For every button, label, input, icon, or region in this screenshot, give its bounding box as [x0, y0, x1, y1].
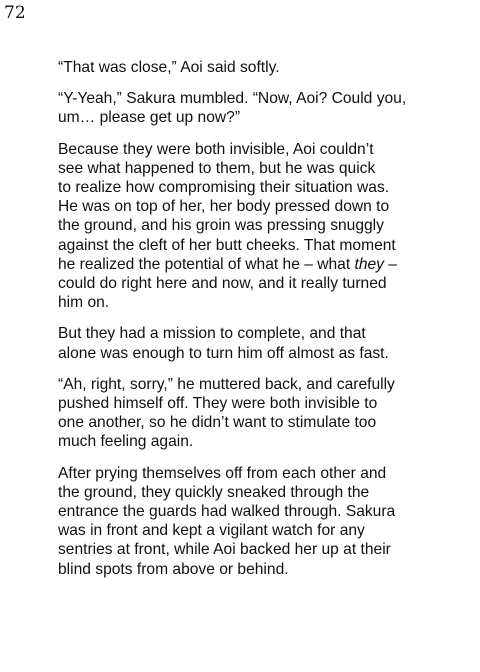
- text-line: the ground, they quickly sneaked through the: [58, 483, 370, 501]
- paragraph-2: [58, 89, 430, 127]
- paragraph-6: [58, 464, 430, 579]
- page-body: [58, 58, 430, 591]
- text-segment: he realized the potential of what he – what: [58, 255, 355, 273]
- page-number: 72: [4, 3, 26, 23]
- text-line: alone was enough to turn him off almost as fast.: [58, 344, 389, 362]
- text-line: one another, so he didn’t want to stimulate too: [58, 414, 377, 432]
- text-line: the ground, and his groin was pressing snuggly: [58, 217, 384, 235]
- emphasized-text: they: [354, 255, 384, 273]
- text-line: He was on top of her, her body pressed down to: [58, 198, 390, 216]
- text-line: sentries at front, while Aoi backed her up at their: [58, 541, 391, 559]
- text-line: could do right here and now, and it really turned: [58, 275, 387, 293]
- paragraph-1: [58, 58, 430, 77]
- paragraph-3: [58, 140, 430, 313]
- text-line: Because they were both invisible, Aoi couldn’t: [58, 140, 374, 158]
- text-segment: –: [383, 255, 397, 273]
- paragraph-5: [58, 375, 430, 452]
- text-line: [58, 255, 430, 274]
- text-line: But they had a mission to complete, and that: [58, 325, 366, 343]
- text-line: pushed himself off. They were both invisible to: [58, 395, 378, 413]
- text-line: see what happened to them, but he was quick: [58, 159, 376, 177]
- text-line: was in front and kept a vigilant watch for any: [58, 522, 365, 540]
- text-line: blind spots from above or behind.: [58, 560, 289, 578]
- text-line: him on.: [58, 294, 110, 312]
- text-line: against the cleft of her butt cheeks. That moment: [58, 236, 396, 254]
- text-line: to realize how compromising their situation was.: [58, 179, 390, 197]
- text-line: “Y-Yeah,” Sakura mumbled. “Now, Aoi? Could you,: [58, 90, 407, 108]
- text-line: “That was close,” Aoi said softly.: [58, 59, 280, 76]
- text-line: entrance the guards had walked through. Sakura: [58, 503, 396, 521]
- paragraph-4: [58, 324, 430, 362]
- text-line: much feeling again.: [58, 433, 194, 451]
- text-line: um… please get up now?”: [58, 109, 241, 127]
- text-line: “Ah, right, sorry,” he muttered back, and carefully: [58, 375, 395, 393]
- text-line: After prying themselves off from each other and: [58, 464, 387, 482]
